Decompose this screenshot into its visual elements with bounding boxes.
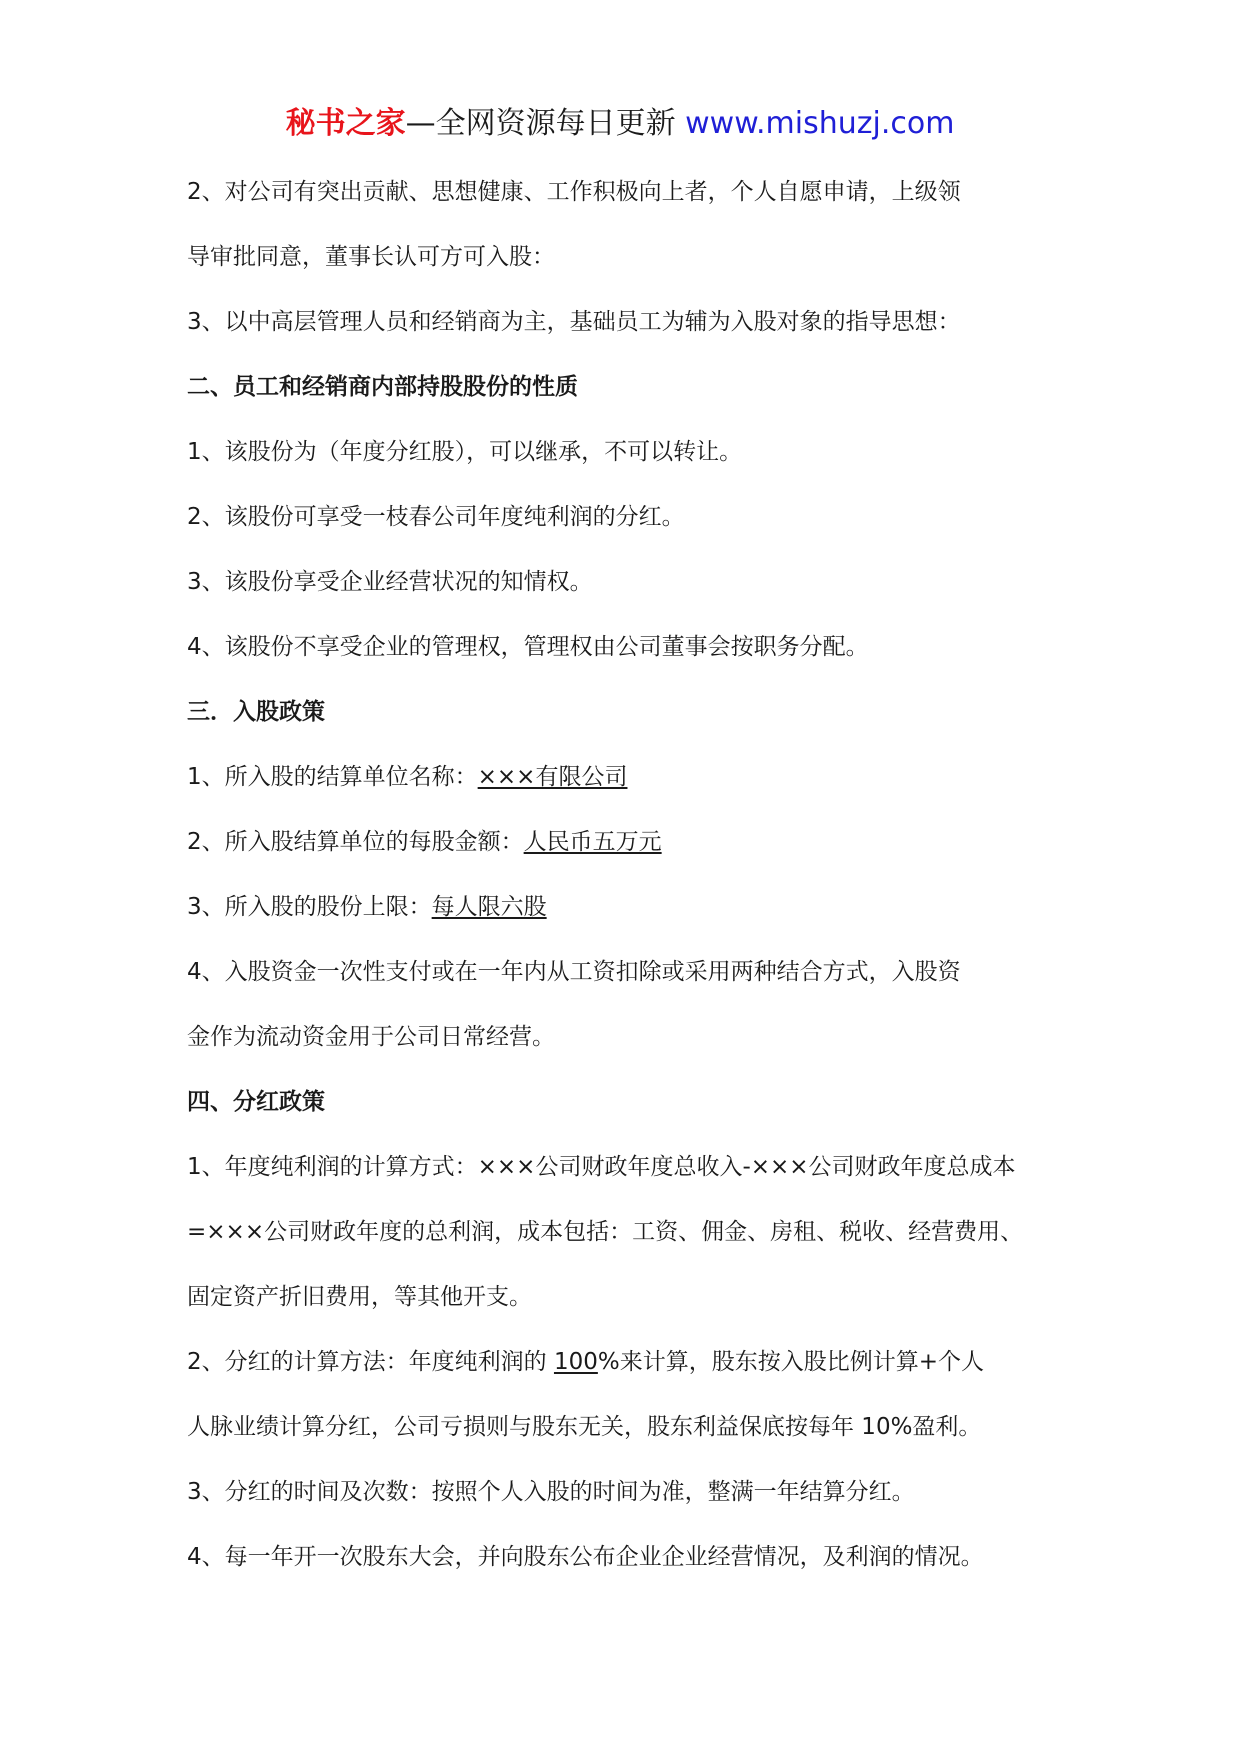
paragraph-line [187,745,1087,810]
paragraph-line: 3、该股份享受企业经营状况的知情权。 [187,569,593,595]
paragraph-line: 人脉业绩计算分红，公司亏损则与股东无关，股东利益保底按每年 10%盈利。 [187,1414,982,1440]
section-heading: 四、分红政策 [187,1089,325,1115]
brand-name: 秘书之家 [285,106,406,141]
paragraph-line: 4、入股资金一次性支付或在一年内从工资扣除或采用两种结合方式，入股资 [187,959,961,985]
paragraph-line: =×××公司财政年度的总利润，成本包括：工资、佣金、房租、税收、经营费用、 [187,1219,1024,1245]
line-label: 3、所入股的股份上限： [187,894,432,920]
paragraph-line: 导审批同意，董事长认可方可入股： [187,244,555,270]
paragraph-line: 固定资产折旧费用，等其他开支。 [187,1284,532,1310]
paragraph-line: 4、每一年开一次股东大会，并向股东公布企业企业经营情况，及利润的情况。 [187,1544,984,1570]
document-body [187,160,1087,1590]
site-url-link[interactable]: www.mishuzj.com [685,106,955,141]
line-label: 1、所入股的结算单位名称： [187,764,478,790]
underlined-value: ×××有限公司 [477,764,628,790]
underlined-value: 每人限六股 [431,894,547,920]
paragraph-line [187,810,1087,875]
paragraph-line: 4、该股份不享受企业的管理权，管理权由公司董事会按职务分配。 [187,634,869,660]
line-label: 2、分红的计算方法：年度纯利润的 [187,1349,554,1375]
section-heading: 三．入股政策 [187,699,325,725]
site-header [0,100,1240,148]
header-slogan: —全网资源每日更新 [405,106,686,141]
paragraph-line [187,1330,1087,1395]
line-suffix: %来计算，股东按入股比例计算+个人 [597,1349,984,1375]
paragraph-line: 3、以中高层管理人员和经销商为主，基础员工为辅为入股对象的指导思想： [187,309,961,335]
line-label: 2、所入股结算单位的每股金额： [187,829,524,855]
paragraph-line: 3、分红的时间及次数：按照个人入股的时间为准，整满一年结算分红。 [187,1479,915,1505]
underlined-value: 人民币五万元 [523,829,662,855]
paragraph-line: 2、对公司有突出贡献、思想健康、工作积极向上者，个人自愿申请，上级领 [187,179,961,205]
paragraph-line [187,875,1087,940]
underlined-value: 100 [553,1349,598,1375]
paragraph-line: 1、该股份为（年度分红股），可以继承，不可以转让。 [187,439,743,465]
paragraph-line: 金作为流动资金用于公司日常经营。 [187,1024,555,1050]
section-heading: 二、员工和经销商内部持股股份的性质 [187,374,578,400]
paragraph-line: 2、该股份可享受一枝春公司年度纯利润的分红。 [187,504,685,530]
paragraph-line: 1、年度纯利润的计算方式：×××公司财政年度总收入-×××公司财政年度总成本 [187,1154,1016,1180]
